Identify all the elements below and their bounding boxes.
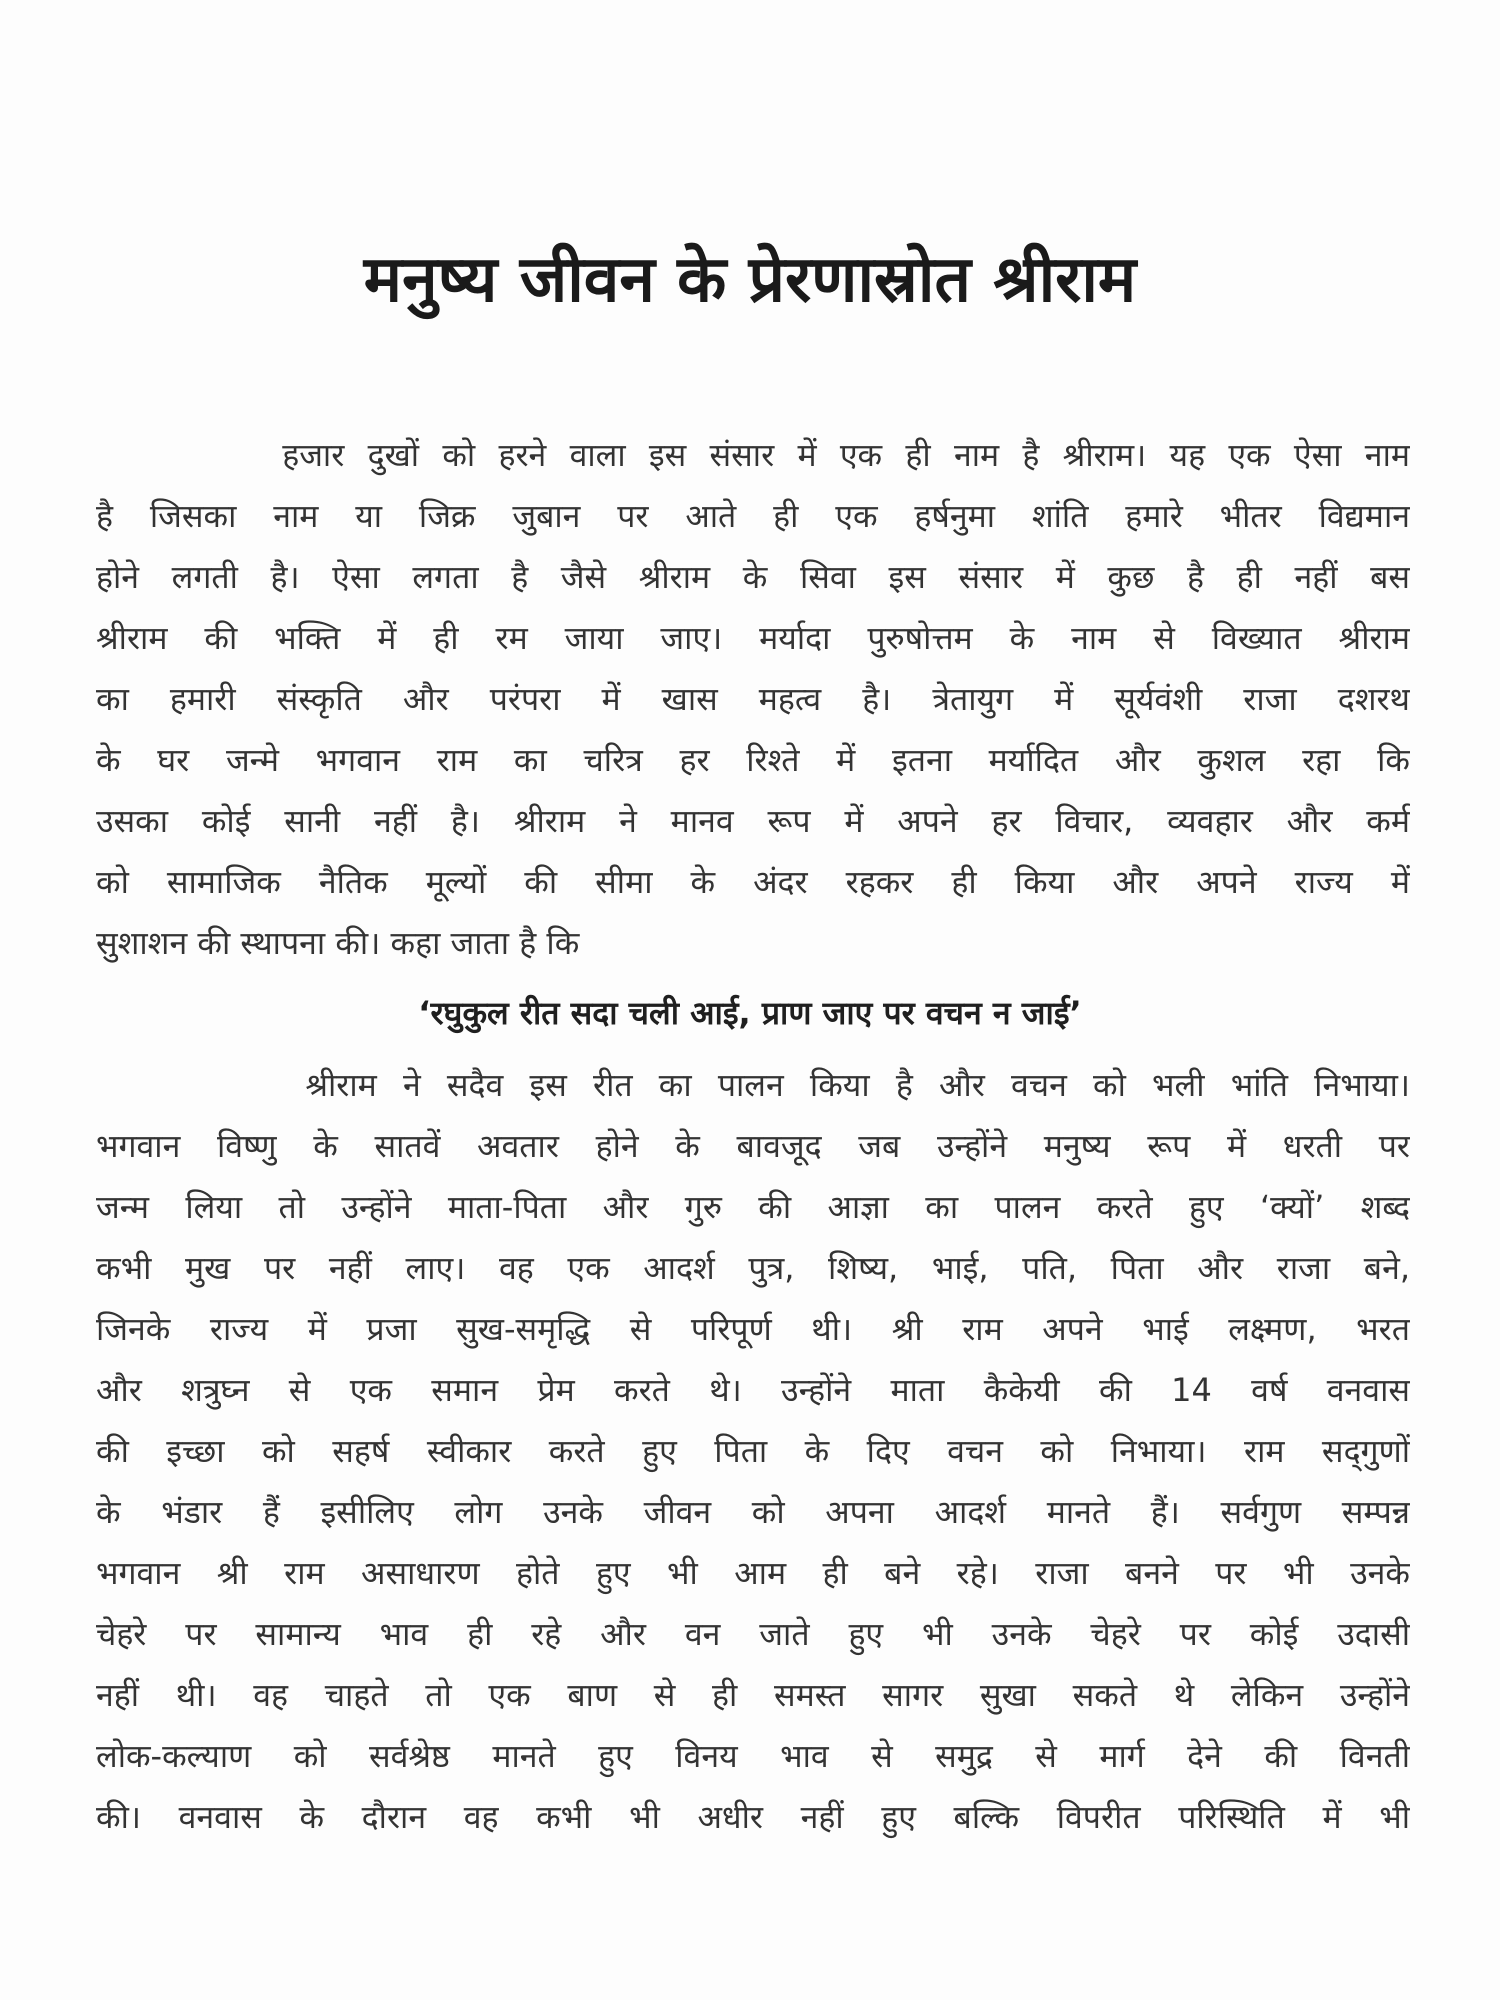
text-line: भगवान श्री राम असाधारण होते हुए भी आम ही बने रहे। राजा बनने पर भी उनके (96, 1554, 1410, 1592)
text-line: और शत्रुघ्न से एक समान प्रेम करते थे। उन्होंने माता कैकेयी की 14 वर्ष वनवास (96, 1371, 1410, 1409)
text-line: लोक-कल्याण को सर्वश्रेष्ठ मानते हुए विनय भाव से समुद्र से मार्ग देने की विनती (96, 1737, 1410, 1775)
text-line: है जिसका नाम या जिक्र जुबान पर आते ही एक हर्षनुमा शांति हमारे भीतर विद्यमान (96, 497, 1410, 535)
text-line: के भंडार हैं इसीलिए लोग उनके जीवन को अपना आदर्श मानते हैं। सर्वगुण सम्पन्न (96, 1493, 1410, 1531)
page-title: मनुष्य जीवन के प्रेरणास्रोत श्रीराम (363, 243, 1137, 317)
quote-line: ‘रघुकुल रीत सदा चली आई, प्राण जाए पर वचन न जाई’ (418, 994, 1082, 1032)
text-line: हजार दुखों को हरने वाला इस संसार में एक ही नाम है श्रीराम। यह एक ऐसा नाम (96, 436, 1410, 474)
text-line: श्रीराम ने सदैव इस रीत का पालन किया है और वचन को भली भांति निभाया। (96, 1066, 1410, 1104)
text-line: होने लगती है। ऐसा लगता है जैसे श्रीराम के सिवा इस संसार में कुछ है ही नहीं बस (96, 558, 1410, 596)
paragraph-intro (96, 425, 1410, 974)
text-line: के घर जन्मे भगवान राम का चरित्र हर रिश्ते में इतना मर्यादित और कुशल रहा कि (96, 741, 1410, 779)
text-line: सुशाशन की स्थापना की। कहा जाता है कि (96, 924, 580, 962)
paragraph-main (96, 1055, 1410, 1848)
text-line: श्रीराम की भक्ति में ही रम जाया जाए। मर्यादा पुरुषोत्तम के नाम से विख्यात श्रीराम (96, 619, 1410, 657)
text-line: जिनके राज्य में प्रजा सुख-समृद्धि से परिपूर्ण थी। श्री राम अपने भाई लक्ष्मण, भरत (96, 1310, 1410, 1348)
text-line: जन्म लिया तो उन्होंने माता-पिता और गुरु की आज्ञा का पालन करते हुए ‘क्यों’ शब्द (96, 1188, 1410, 1226)
text-line: का हमारी संस्कृति और परंपरा में खास महत्व है। त्रेतायुग में सूर्यवंशी राजा दशरथ (96, 680, 1410, 718)
text-line: की। वनवास के दौरान वह कभी भी अधीर नहीं हुए बल्कि विपरीत परिस्थिति में भी (96, 1798, 1410, 1836)
text-line: की इच्छा को सहर्ष स्वीकार करते हुए पिता के दिए वचन को निभाया। राम सद्‍गुणों (96, 1432, 1410, 1470)
text-line: नहीं थी। वह चाहते तो एक बाण से ही समस्त सागर सुखा सकते थे लेकिन उन्होंने (96, 1676, 1410, 1714)
text-line: उसका कोई सानी नहीं है। श्रीराम ने मानव रूप में अपने हर विचार, व्यवहार और कर्म (96, 802, 1410, 840)
text-line: चेहरे पर सामान्य भाव ही रहे और वन जाते हुए भी उनके चेहरे पर कोई उदासी (96, 1615, 1410, 1653)
text-line: भगवान विष्णु के सातवें अवतार होने के बावजूद जब उन्होंने मनुष्य रूप में धरती पर (96, 1127, 1410, 1165)
text-line: कभी मुख पर नहीं लाए। वह एक आदर्श पुत्र, शिष्य, भाई, पति, पिता और राजा बने, (96, 1249, 1410, 1287)
text-line: को सामाजिक नैतिक मूल्यों की सीमा के अंदर रहकर ही किया और अपने राज्य में (96, 863, 1410, 901)
